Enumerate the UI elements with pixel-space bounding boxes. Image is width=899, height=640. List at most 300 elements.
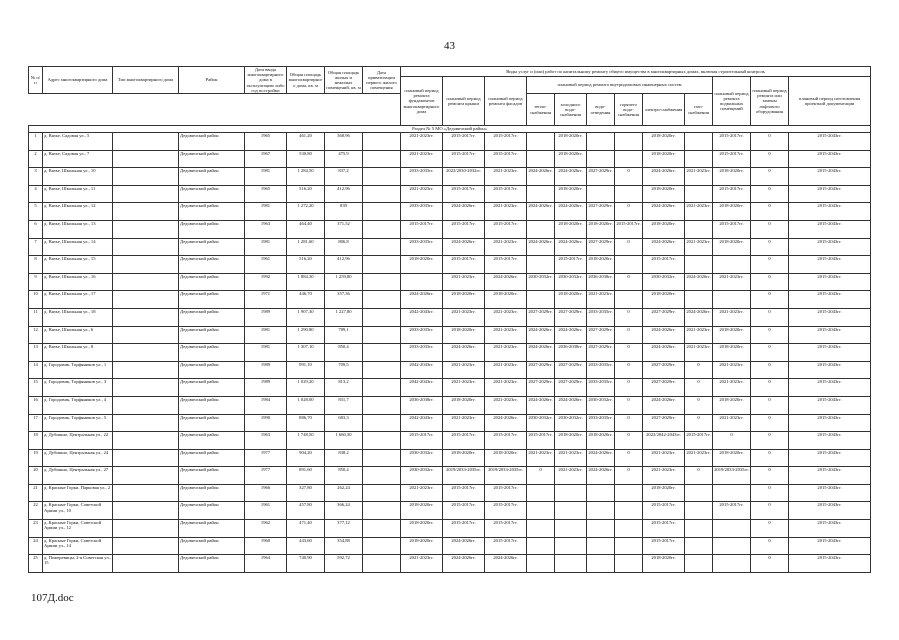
district-cell: Дедовичский район [179,449,245,467]
year-cell: 1981 [245,168,287,186]
lift-cell: 0 [751,344,789,362]
hot-water-cell [615,185,643,203]
gas-cell [685,555,713,573]
area-living-cell: 1 259,80 [325,273,363,291]
docs-cell: 2015-2043гг. [789,414,871,432]
address-cell: д. Дубишно, Центральная ул., 22 [43,432,113,450]
cold-water-cell [555,555,587,573]
district-cell: Дедовичский район [179,238,245,256]
gas-cell [685,520,713,538]
gas-cell [685,185,713,203]
lift-cell: 0 [751,133,789,151]
row-number: 24 [29,537,43,555]
sewer-cell: 2018-2020гг. [587,256,615,274]
address-cell: д. Вязье, Школьная ул., 18 [43,308,113,326]
year-cell: 1966 [245,484,287,502]
header-year: Дата ввода многоквартирного дома в эксплуатацию либо год постройки [246,67,285,93]
district-cell: Дедовичский район [179,555,245,573]
roof-cell: 2024-2026гг. [443,555,485,573]
year-cell: 1981 [245,326,287,344]
district-cell: Дедовичский район [179,344,245,362]
header-lift: плановый период ремонта или замены лифтового оборудования [751,77,789,126]
cold-water-cell: 2027-2029гг. [555,361,587,379]
cold-water-cell: 2021-2023гг. [555,449,587,467]
year-cell: 1965 [245,185,287,203]
heat-cell [527,133,555,151]
docs-cell: 2015-2043гг. [789,326,871,344]
year-cell: 1989 [245,308,287,326]
hot-water-cell: 0 [615,238,643,256]
foundation-cell: 2042-2043гг. [401,308,443,326]
header-type: Тип многоквартирного дома [113,67,179,94]
header-gas: газо-снабжения [685,94,713,126]
basement-cell [713,484,751,502]
heat-cell: 2030-2032гг. [527,273,555,291]
facade-cell: 2018-2020гг. [485,449,527,467]
facade-cell: 2015-2017гг. [485,502,527,520]
area-total-cell: 471,40 [287,520,325,538]
address-cell: д. Красные Горки, Советской Армии ул., 10 [43,502,113,520]
gas-cell: 2021-2023гг. [685,168,713,186]
repair-schedule-table [28,66,871,573]
facade-cell: 2015-2017гг. [485,537,527,555]
heat-cell [527,502,555,520]
heat-cell: 2027-2029гг. [527,361,555,379]
electric-cell: 2018-2020гг. [643,185,685,203]
heat-cell [527,537,555,555]
hot-water-cell [615,537,643,555]
cold-water-cell [555,484,587,502]
year-cell: 1964 [245,555,287,573]
lift-cell: 0 [751,291,789,309]
area-total-cell: 886,70 [287,414,325,432]
address-cell: д. Вязье, Школьная ул., 17 [43,291,113,309]
table-row [29,432,871,450]
gas-cell: 0 [685,414,713,432]
heat-cell: 2024-2026гг. [527,238,555,256]
type-cell [113,133,179,151]
basement-cell: 2015-2017гг. [713,133,751,151]
type-cell [113,502,179,520]
district-cell: Дедовичский район [179,273,245,291]
table-row [29,256,871,274]
area-total-cell: 464,40 [287,220,325,238]
year-cell: 1963 [245,220,287,238]
lift-cell: 0 [751,308,789,326]
district-cell: Дедовичский район [179,185,245,203]
type-cell [113,520,179,538]
electric-cell: 2024-2026гг. [643,238,685,256]
privatization-cell [363,555,401,573]
sewer-cell: 2033-2035гг. [587,379,615,397]
area-living-cell: 1 227,80 [325,308,363,326]
docs-cell: 2015-2043гг. [789,133,871,151]
address-cell: д. Вязье, Школьная ул., 10 [43,168,113,186]
docs-cell: 2015-2043гг. [789,467,871,485]
gas-cell: 2024-2026гг. [685,273,713,291]
district-cell: Дедовичский район [179,220,245,238]
docs-cell: 2015-2043гг. [789,379,871,397]
area-living-cell: 850,4 [325,467,363,485]
docs-cell: 2015-2043гг. [789,555,871,573]
address-cell: д. Вязье, Школьная ул., 16 [43,273,113,291]
type-cell [113,414,179,432]
roof-cell: 2018-2020гг. [443,396,485,414]
row-number: 21 [29,484,43,502]
basement-cell: 2015-2017гг. [713,185,751,203]
privatization-cell [363,414,401,432]
foundation-cell: 2018-2020гг. [401,502,443,520]
foundation-cell: 2036-2038гг. [401,396,443,414]
basement-cell: 2015-2017гг. [713,502,751,520]
foundation-cell: 2033-2035гг. [401,238,443,256]
cold-water-cell [555,520,587,538]
header-privatization: Дата приватизации первого жилого помещения [363,67,401,94]
heat-cell: 2030-2032гг. [527,414,555,432]
gas-cell [685,291,713,309]
row-number: 7 [29,238,43,256]
lift-cell: 0 [751,361,789,379]
heat-cell: 2015-2017гг. [527,432,555,450]
address-cell: д. Вязье, Садовая ул., 5 [43,133,113,151]
gas-cell: 2021-2023гг. [685,326,713,344]
cold-water-cell [555,537,587,555]
year-cell: 1977 [245,467,287,485]
gas-cell [685,220,713,238]
table-row [29,537,871,555]
header-works-group: Виды услуг и (или) работ по капитальному ремонту общего имущества в многоквартирных домах, включая строительный контроль [401,67,871,77]
cold-water-cell: 2030-2032гг. [555,273,587,291]
privatization-cell [363,168,401,186]
lift-cell: 0 [751,432,789,450]
area-living-cell: 354,88 [325,537,363,555]
table-row [29,308,871,326]
sewer-cell [587,185,615,203]
basement-cell: 2018-2020гг. [713,168,751,186]
heat-cell: 2024-2026гг. [527,203,555,221]
basement-cell: 2018-2020гг. [713,396,751,414]
privatization-cell [363,537,401,555]
table-row [29,414,871,432]
district-cell: Дедовичский район [179,133,245,151]
privatization-cell [363,291,401,309]
hot-water-cell: 0 [615,396,643,414]
heat-cell [527,520,555,538]
docs-cell: 2015-2043гг. [789,396,871,414]
sewer-cell [587,520,615,538]
docs-cell: 2015-2043гг. [789,344,871,362]
address-cell: д. Городовик, Торфяников ул., 4 [43,396,113,414]
docs-cell: 2015-2043гг. [789,361,871,379]
area-total-cell: 446,70 [287,291,325,309]
year-cell: 1992 [245,273,287,291]
address-cell: д. Дубишно, Центральная ул., 24 [43,449,113,467]
roof-cell: 2021-2023гг. [443,361,485,379]
gas-cell [685,502,713,520]
cold-water-cell: 2018-2020гг. [555,150,587,168]
cold-water-cell: 2024-2026гг. [555,238,587,256]
lift-cell: 0 [751,150,789,168]
heat-cell: 2024-2026гг. [527,396,555,414]
foundation-cell: 2033-2035гг. [401,203,443,221]
row-number: 23 [29,520,43,538]
year-cell: 1981 [245,238,287,256]
roof-cell: 2015-2017гг. [443,484,485,502]
table-row [29,185,871,203]
table-row [29,344,871,362]
basement-cell: 2018-2020гг. [713,326,751,344]
row-number: 25 [29,555,43,573]
area-living-cell: 475,9 [325,150,363,168]
row-number: 14 [29,361,43,379]
year-cell: 1984 [245,396,287,414]
table-row [29,361,871,379]
lift-cell: 0 [751,414,789,432]
row-number: 22 [29,502,43,520]
type-cell [113,379,179,397]
sewer-cell [587,133,615,151]
address-cell: д. Вязье, Школьная ул., 15 [43,256,113,274]
area-total-cell: 1 748,50 [287,432,325,450]
district-cell: Дедовичский район [179,256,245,274]
cold-water-cell: 2036-2038гг. [555,344,587,362]
document-table-wrapper [28,66,870,573]
docs-cell: 2015-2043гг. [789,537,871,555]
lift-cell: 0 [751,502,789,520]
roof-cell: 2022/2030-2032гг. [443,168,485,186]
header-address: Адрес многоквартирного дома [43,67,113,94]
hot-water-cell [615,256,643,274]
year-cell: 1981 [245,203,287,221]
privatization-cell [363,379,401,397]
hot-water-cell: 0 [615,449,643,467]
address-cell: д. Вязье, Школьная ул., 12 [43,203,113,221]
sewer-cell: 2027-2029гг. [587,168,615,186]
basement-cell [713,256,751,274]
area-total-cell: 891,60 [287,467,325,485]
docs-cell: 2015-2043гг. [789,168,871,186]
basement-cell: 2021-2023гг. [713,361,751,379]
foundation-cell: 2018-2020гг. [401,520,443,538]
district-cell: Дедовичский район [179,326,245,344]
gas-cell: 0 [685,467,713,485]
basement-cell: 2021-2023гг. [713,379,751,397]
facade-cell: 2015-2017гг. [485,520,527,538]
district-cell: Дедовичский район [179,379,245,397]
area-total-cell: 1 028,00 [287,396,325,414]
district-cell: Дедовичский район [179,520,245,538]
hot-water-cell: 0 [615,344,643,362]
privatization-cell [363,238,401,256]
docs-cell: 2015-2043гг. [789,502,871,520]
sewer-cell: 2033-2035гг. [587,361,615,379]
type-cell [113,168,179,186]
header-elec: электро-снабжения [643,94,685,126]
type-cell [113,256,179,274]
address-cell: д. Красные Горки, Парковая ул., 2 [43,484,113,502]
section-title: Раздел № 5 МО «Дедовичский район» [29,126,871,133]
heat-cell [527,150,555,168]
hot-water-cell: 0 [615,414,643,432]
foundation-cell: 2033-2035гг. [401,326,443,344]
foundation-cell: 2042-2043гг. [401,414,443,432]
area-total-cell: 1 272,20 [287,203,325,221]
privatization-cell [363,273,401,291]
gas-cell [685,537,713,555]
hot-water-cell [615,291,643,309]
foundation-cell: 2015-2017гг. [401,432,443,450]
basement-cell: 2018-2020гг. [713,203,751,221]
row-number: 20 [29,467,43,485]
sewer-cell: 2027-2029гг. [587,238,615,256]
lift-cell: 0 [751,467,789,485]
row-number: 4 [29,185,43,203]
foundation-cell: 2042-2043гг. [401,361,443,379]
gas-cell: 2024-2026гг. [685,308,713,326]
year-cell: 1961 [245,256,287,274]
privatization-cell [363,150,401,168]
electric-cell: 2018-2020гг. [643,484,685,502]
gas-cell [685,484,713,502]
area-living-cell: 1 660,30 [325,432,363,450]
cold-water-cell: 2024-2026гг. [555,396,587,414]
foundation-cell: 2021-2023гг. [401,133,443,151]
facade-cell: 2015-2017гг. [485,484,527,502]
hot-water-cell: 0 [615,361,643,379]
facade-cell: 2021-2023гг. [485,379,527,397]
electric-cell: 2027-2029гг. [643,379,685,397]
lift-cell: 0 [751,256,789,274]
basement-cell: 2018-2020гг. [713,238,751,256]
area-living-cell: 371,52 [325,220,363,238]
district-cell: Дедовичский район [179,467,245,485]
roof-cell: 2024-2026гг. [443,537,485,555]
row-number: 2 [29,150,43,168]
area-total-cell: 1 290,80 [287,326,325,344]
lift-cell: 0 [751,396,789,414]
foundation-cell: 2021-2023гг. [401,484,443,502]
electric-cell: 2024-2026гг. [643,396,685,414]
roof-cell: 2021-2023гг. [443,414,485,432]
table-row [29,326,871,344]
area-living-cell: 366,24 [325,502,363,520]
basement-cell: 2021-2023гг. [713,414,751,432]
address-cell: д. Вязье, Школьная ул., 13 [43,220,113,238]
basement-cell: 2021-2023гг. [713,273,751,291]
docs-cell: 2015-2043гг. [789,185,871,203]
heat-cell [527,220,555,238]
lift-cell: 0 [751,168,789,186]
facade-cell: 2024-2026гг. [485,273,527,291]
heat-cell: 0 [527,467,555,485]
facade-cell: 2015-2017гг. [485,256,527,274]
cold-water-cell: 2018-2020гг. [555,133,587,151]
basement-cell [713,555,751,573]
sewer-cell: 2030-2032гг. [587,396,615,414]
heat-cell [527,185,555,203]
sewer-cell: 2027-2029гг. [587,344,615,362]
year-cell: 1965 [245,133,287,151]
electric-cell: 2018-2020гг. [643,555,685,573]
lift-cell: 0 [751,326,789,344]
cold-water-cell: 2024-2026гг. [555,326,587,344]
area-living-cell: 813,2 [325,379,363,397]
header-basement: плановый период ремонта подвальных помещений [713,77,751,126]
district-cell: Дедовичский район [179,203,245,221]
basement-cell: 2018-2020гг. [713,449,751,467]
gas-cell: 2015-2017гг. [685,432,713,450]
table-row [29,449,871,467]
year-cell: 1977 [245,449,287,467]
electric-cell: 2018-2020гг. [643,150,685,168]
header-hot: горячего водо-снабжения [615,94,643,126]
year-cell: 1960 [245,537,287,555]
roof-cell: 2015-2017гг. [443,520,485,538]
privatization-cell [363,326,401,344]
privatization-cell [363,344,401,362]
district-cell: Дедовичский район [179,537,245,555]
area-living-cell: 839 [325,203,363,221]
facade-cell: 2015-2017гг. [485,133,527,151]
sewer-cell: 2018-2020гг. [587,220,615,238]
facade-cell: 2021-2023гг. [485,396,527,414]
hot-water-cell [615,555,643,573]
area-total-cell: 461,20 [287,133,325,151]
area-total-cell: 327,80 [287,484,325,502]
type-cell [113,185,179,203]
address-cell: д. Городовик, Торфяников ул., 5 [43,414,113,432]
facade-cell: 2021-2023гг. [485,238,527,256]
heat-cell: 2027-2029гг. [527,308,555,326]
heat-cell [527,484,555,502]
address-cell: д. Красные Горки, Советской Армии ул., 14 [43,537,113,555]
hot-water-cell [615,150,643,168]
gas-cell [685,150,713,168]
cold-water-cell: 2018-2020гг. [555,220,587,238]
area-living-cell: 831,7 [325,396,363,414]
docs-cell: 2015-2043гг. [789,256,871,274]
area-total-cell: 516,20 [287,256,325,274]
address-cell: д. Вязье, Школьная ул., 14 [43,238,113,256]
type-cell [113,537,179,555]
facade-cell: 2015-2017гг. [485,150,527,168]
row-number: 9 [29,273,43,291]
type-cell [113,396,179,414]
type-cell [113,308,179,326]
roof-cell: 2021-2023гг. [443,379,485,397]
district-cell: Дедовичский район [179,414,245,432]
header-sewer: водо-отведения [587,94,615,126]
year-cell: 1963 [245,432,287,450]
foundation-cell: 2021-2023гг. [401,185,443,203]
roof-cell: 2018-2020гг. [443,326,485,344]
table-row [29,396,871,414]
foundation-cell: 2030-2032гг. [401,467,443,485]
privatization-cell [363,484,401,502]
roof-cell: 2021-2023гг. [443,273,485,291]
cold-water-cell: 2015-2017гг. [555,256,587,274]
cold-water-cell [555,502,587,520]
lift-cell: 0 [751,238,789,256]
docs-cell: 2015-2043гг. [789,291,871,309]
header-heat: тепло-снабжения [527,94,555,126]
foundation-cell: 2033-2035гг. [401,344,443,362]
hot-water-cell: 0 [615,379,643,397]
hot-water-cell: 0 [615,203,643,221]
district-cell: Дедовичский район [179,484,245,502]
privatization-cell [363,203,401,221]
docs-cell: 2015-2043гг. [789,520,871,538]
